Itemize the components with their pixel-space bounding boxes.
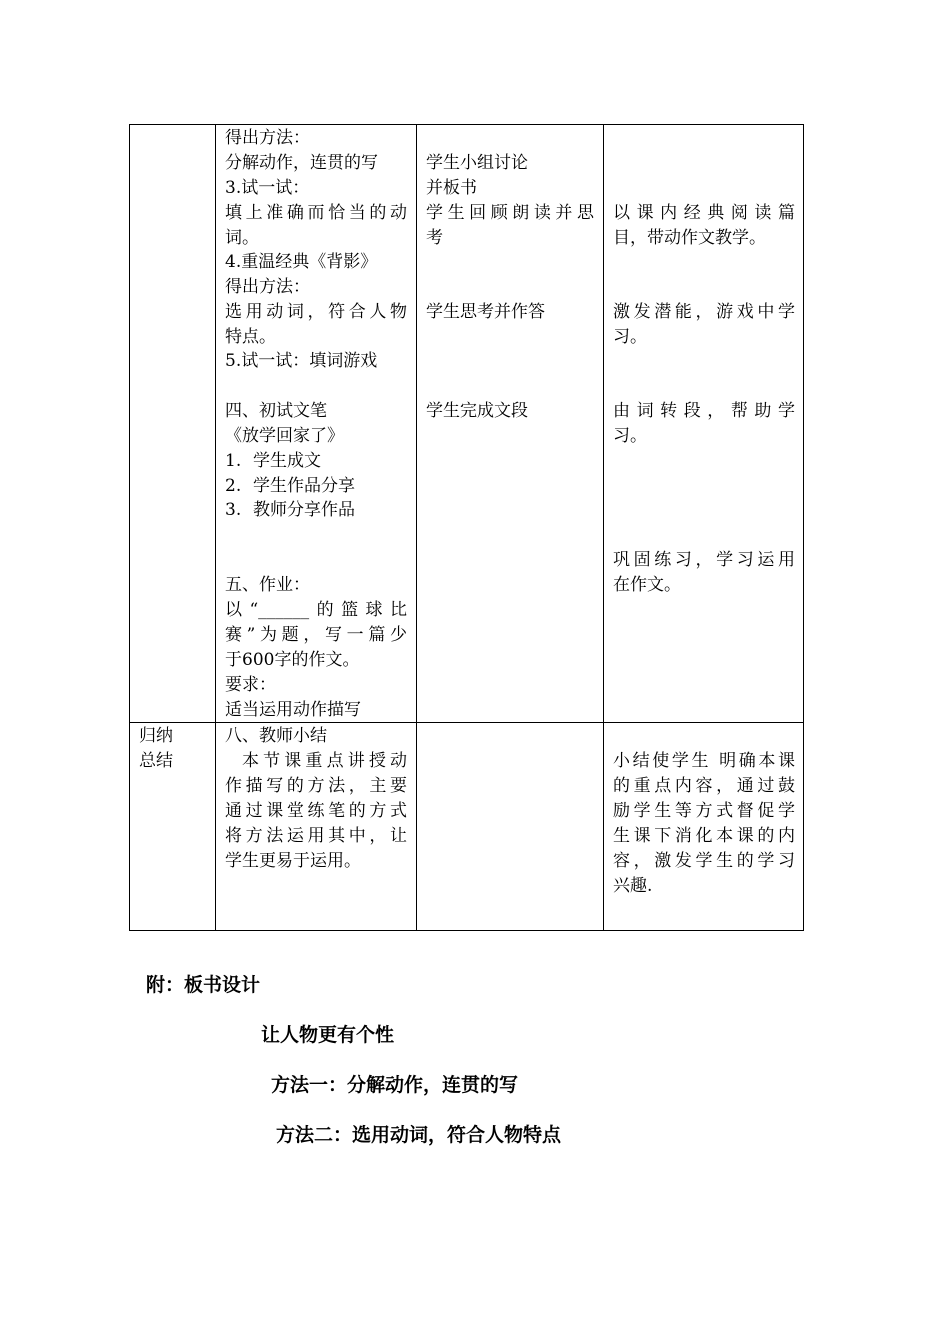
column-divider bbox=[603, 125, 604, 930]
cell-line: 目，带动作文教学。 bbox=[613, 228, 766, 248]
cell-line: 学生小组讨论 bbox=[426, 153, 528, 173]
cell-line: 八、教师小结 bbox=[225, 726, 327, 746]
cell-line: 激发潜能，游戏中学 bbox=[613, 302, 795, 322]
cell-line: 3.试一试： bbox=[225, 178, 310, 198]
cell-line: 容，激发学生的学习 bbox=[613, 851, 795, 871]
cell-line: 本节课重点讲授动 bbox=[242, 751, 407, 771]
cell-line: 适当运用动作描写 bbox=[225, 700, 361, 720]
cell-line: 由词转段，帮助学 bbox=[613, 401, 795, 421]
cell-line: 赛”为题，写一篇少 bbox=[225, 625, 407, 645]
cell-line: 得出方法： bbox=[225, 277, 310, 297]
cell-line: 生课下消化本课的内 bbox=[613, 826, 795, 846]
list-item bbox=[225, 449, 321, 474]
cell-line: 得出方法： bbox=[225, 128, 310, 148]
list-item bbox=[225, 474, 355, 499]
cell-line: 五、作业： bbox=[225, 575, 310, 595]
cell-line: 要求： bbox=[225, 675, 276, 695]
cell-line: 填上准确而恰当的动 bbox=[225, 203, 407, 223]
cell-line: 学生回顾朗读并思 bbox=[426, 203, 594, 223]
cell-line: 总结 bbox=[139, 751, 173, 771]
column-divider bbox=[215, 125, 216, 930]
list-number: 3. bbox=[225, 500, 242, 520]
cell-line: 小结使学生 明确本课 bbox=[613, 751, 795, 771]
cell-line: 词。 bbox=[225, 228, 259, 248]
list-text: 学生成文 bbox=[253, 451, 321, 471]
cell-line: 兴趣. bbox=[613, 876, 653, 896]
board-title: 让人物更有个性 bbox=[261, 1024, 395, 1046]
board-design-heading: 附：板书设计 bbox=[146, 974, 261, 996]
cell-line: 分解动作，连贯的写 bbox=[225, 153, 378, 173]
cell-line: 学生完成文段 bbox=[426, 401, 528, 421]
cell-line: 以课内经典阅读篇 bbox=[613, 203, 795, 223]
cell-line: 并板书 bbox=[426, 178, 477, 198]
cell-line: 4.重温经典《背影》 bbox=[225, 252, 378, 272]
cell-line: 以“______的篮球比 bbox=[225, 600, 407, 620]
list-item bbox=[225, 498, 355, 523]
cell-line: 通过课堂练笔的方式 bbox=[225, 801, 407, 821]
list-number: 2. bbox=[225, 476, 242, 496]
cell-line: 选用动词，符合人物 bbox=[225, 302, 407, 322]
board-method-1: 方法一：分解动作，连贯的写 bbox=[271, 1074, 519, 1096]
cell-line: 在作文。 bbox=[613, 575, 681, 595]
cell-line: 5.试一试：填词游戏 bbox=[225, 351, 378, 371]
cell-line: 将方法运用其中，让 bbox=[225, 826, 407, 846]
cell-line: 励学生等方式督促学 bbox=[613, 801, 795, 821]
cell-line: 于600字的作文。 bbox=[225, 650, 360, 670]
cell-line: 习。 bbox=[613, 426, 647, 446]
cell-line: 习。 bbox=[613, 327, 647, 347]
cell-line: 四、初试文笔 bbox=[225, 401, 327, 421]
list-number: 1. bbox=[225, 451, 242, 471]
list-text: 教师分享作品 bbox=[253, 500, 355, 520]
cell-line: 的重点内容，通过鼓 bbox=[613, 776, 795, 796]
cell-line: 考 bbox=[426, 228, 443, 248]
cell-line: 学生思考并作答 bbox=[426, 302, 545, 322]
board-method-2: 方法二：选用动词，符合人物特点 bbox=[276, 1124, 562, 1146]
cell-line: 特点。 bbox=[225, 327, 276, 347]
column-divider bbox=[416, 125, 417, 930]
cell-line: 归纳 bbox=[139, 726, 173, 746]
cell-line: 学生更易于运用。 bbox=[225, 851, 361, 871]
cell-line: 巩固练习，学习运用 bbox=[613, 550, 795, 570]
cell-line: 作描写的方法，主要 bbox=[225, 776, 407, 796]
list-text: 学生作品分享 bbox=[253, 476, 355, 496]
cell-line: 《放学回家了》 bbox=[225, 426, 344, 446]
